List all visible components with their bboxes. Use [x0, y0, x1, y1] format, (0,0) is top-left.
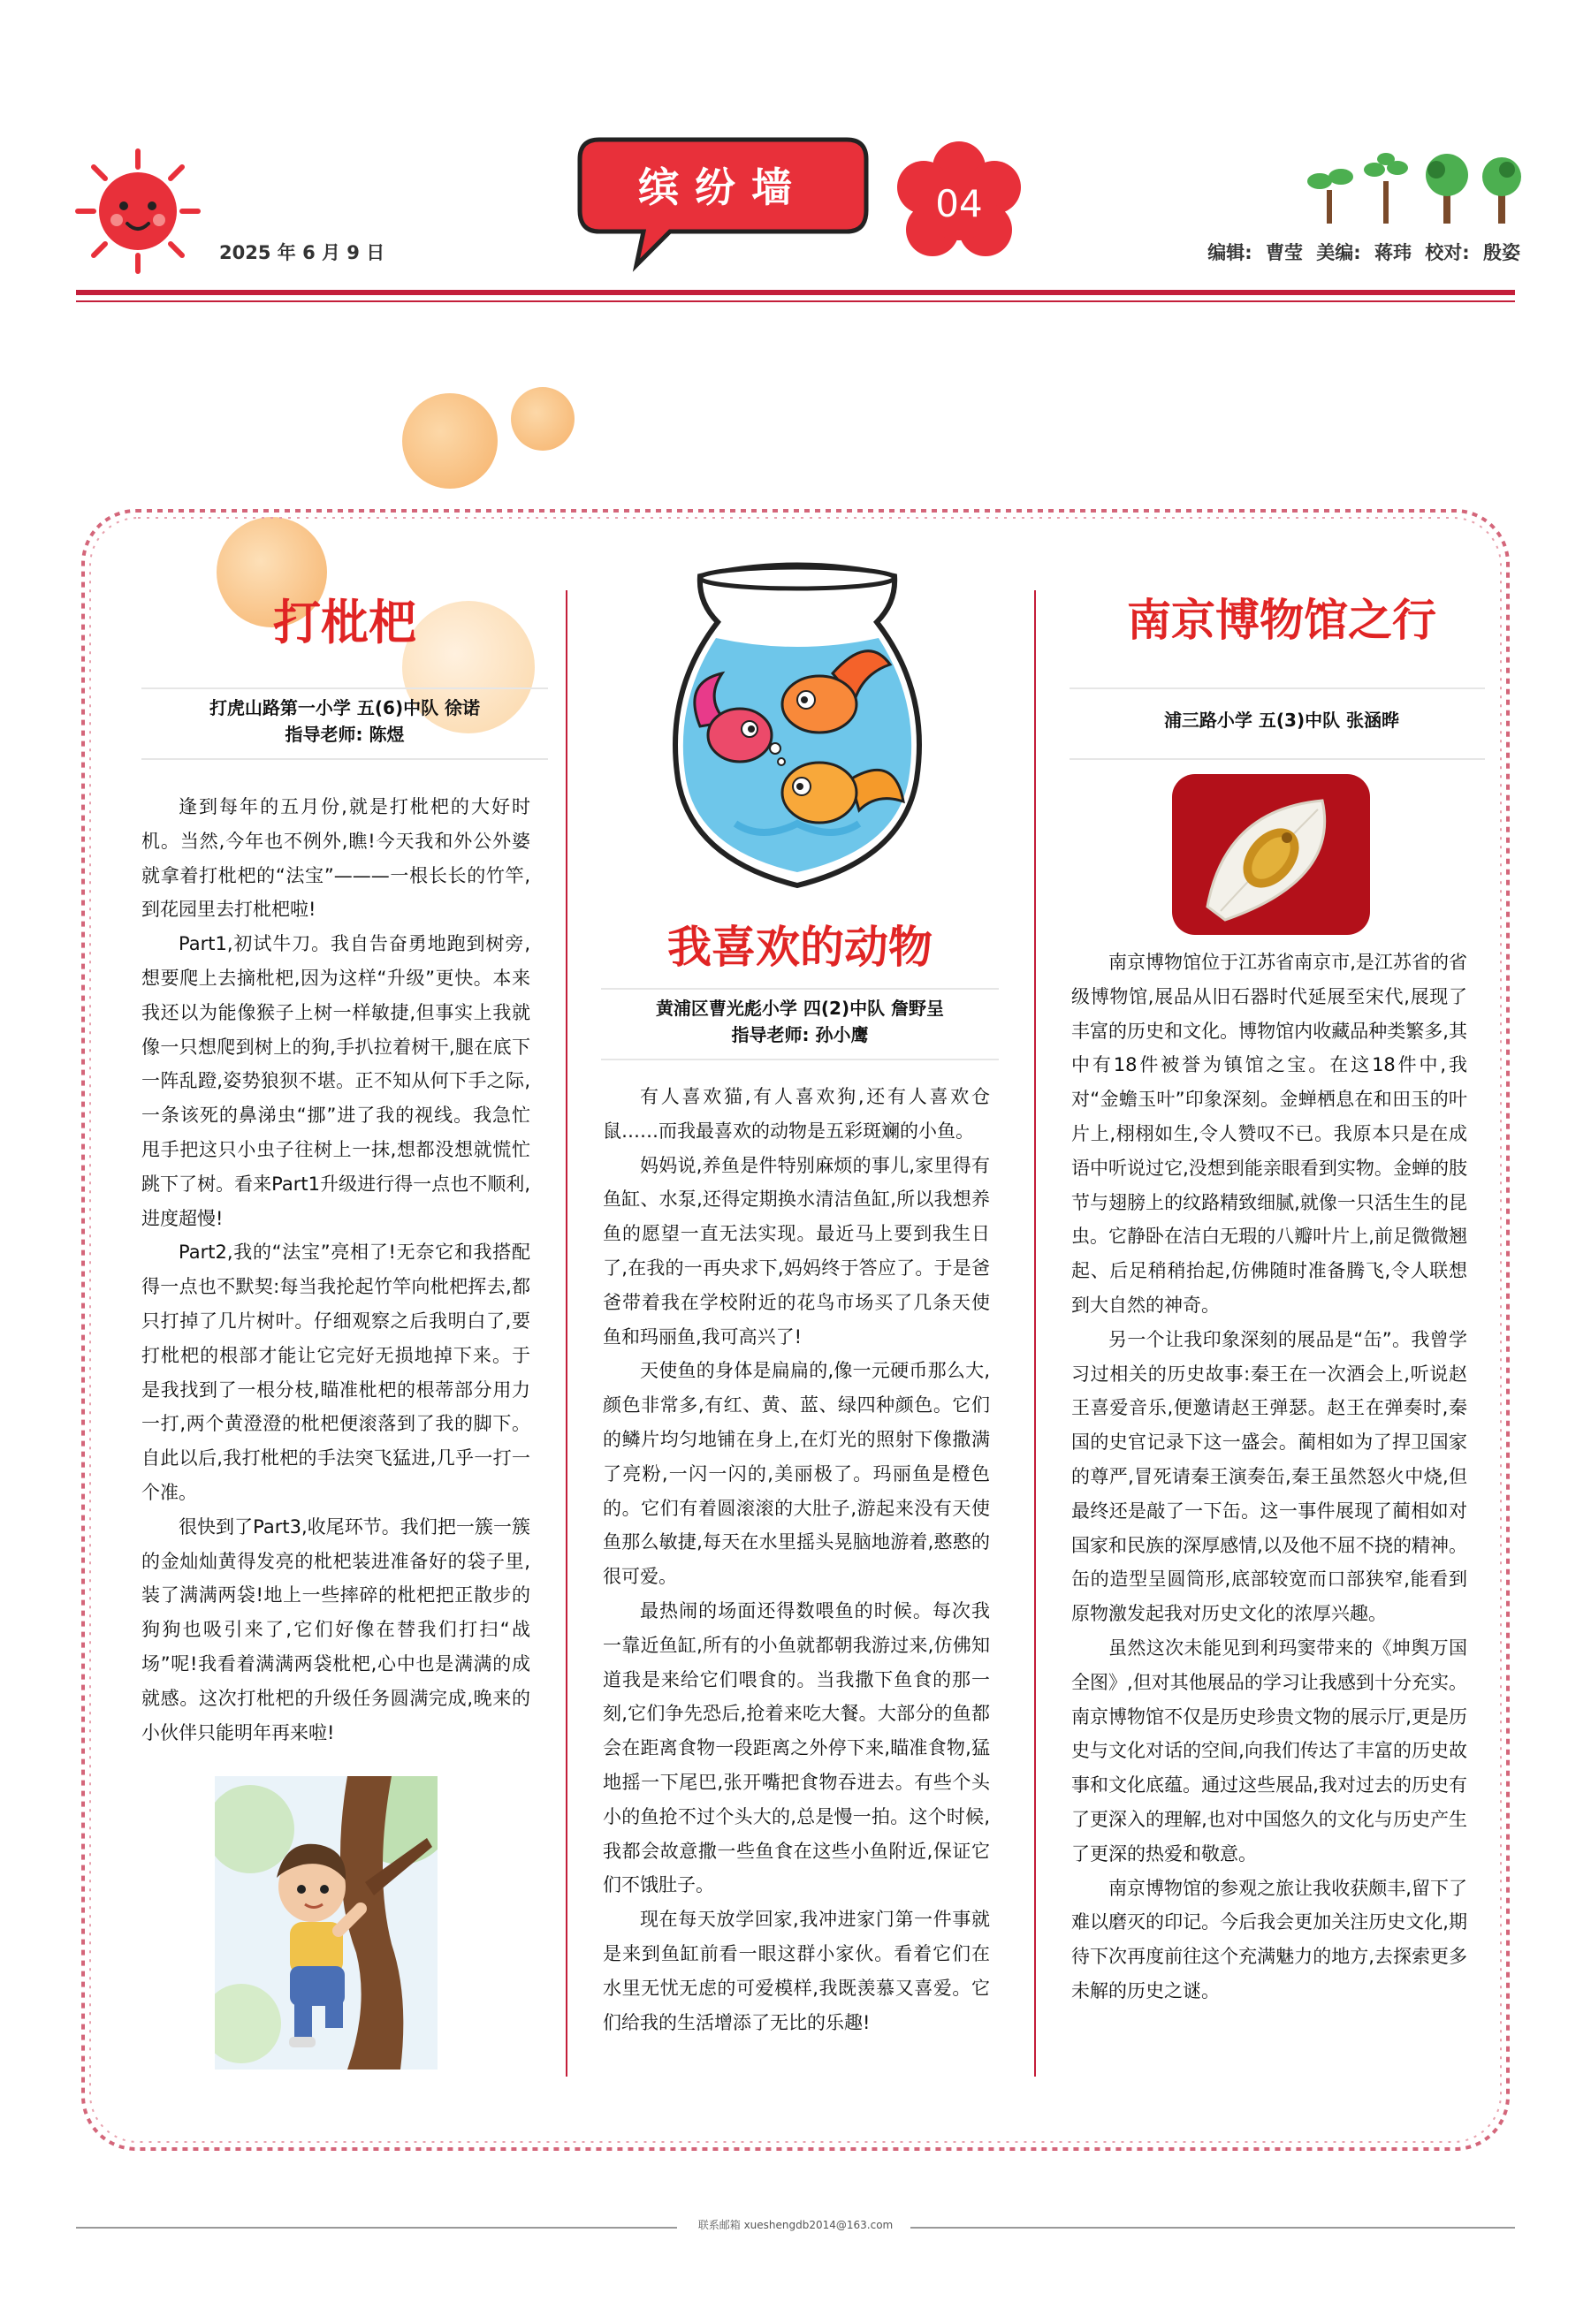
byline-rule [141, 758, 548, 760]
title-rule [141, 687, 548, 689]
trees-icon [1295, 150, 1534, 225]
author-line: 浦三路小学 五(3)中队 张涵晔 [1163, 710, 1400, 731]
paragraph: Part2,我的“法宝”亮相了!无奈它和我搭配得一点也不默契:每当我抡起竹竿向枇杷挥去,都只打掉了几片树叶。仔细观察之后我明白了,要打枇杷的根部才能让它完好无损地掉下来。于是我找到了一根分枝,瞄准枇杷的根蒂部分用力一打,两个黄澄澄的枇杷便滚落到了我的脚下。自此以后,我打枇杷的手法突飞猛进,几乎一打一个准。 [141, 1242, 530, 1503]
byline-rule [601, 1059, 999, 1060]
column-divider [1034, 590, 1036, 2077]
paragraph: 有人喜欢猫,有人喜欢狗,还有人喜欢仓鼠……而我最喜欢的动物是五彩斑斓的小鱼。 [603, 1086, 990, 1142]
sun-icon [72, 146, 203, 277]
issue-date: 2025 年 6 月 9 日 [219, 242, 385, 263]
page-number: 04 [935, 181, 983, 225]
paragraph: Part1,初试牛刀。我自告奋勇地跑到树旁,想要爬上去摘枇杷,因为这样“升级”更快。本来我还以为能像猴子上树一样敏捷,但事实上我就像一只想爬到树上的狗,手扒拉着树干,腿在底下一阵乱蹬,姿势狼狈不堪。正不知从何下手之际,一条该死的鼻涕虫“挪”进了我的视线。我急忙甩手把这只小虫子往树上一抹,想都没想就慌忙跳下了树。看来Part1升级进行得一点也不顺利,进度超慢! [141, 933, 530, 1229]
article-body-middle [603, 1080, 990, 2039]
author-line: 黄浦区曹光彪小学 四(2)中队 詹野呈 [655, 998, 945, 1019]
header-rule-thin [76, 300, 1515, 302]
teacher-line: 指导老师: 孙小鹰 [731, 1024, 869, 1045]
paragraph: 很快到了Part3,收尾环节。我们把一簇一簇的金灿灿黄得发亮的枇杷装进准备好的袋子里,装了满满两袋!地上一些摔碎的枇杷把正散步的狗狗也吸引来了,它们好像在替我们打扫“战场”呢!我看着满满两袋枇杷,心中也是满满的成就感。这次打枇杷的升级任务圆满完成,晚来的小伙伴只能明年再来啦! [141, 1515, 530, 1743]
title-rule [1070, 687, 1485, 689]
article-body-right [1071, 946, 1467, 2009]
paragraph: 天使鱼的身体是扁扁的,像一元硬币那么大,颜色非常多,有红、黄、蓝、绿四种颜色。它们的鳞片均匀地铺在身上,在灯光的照射下像撒满了亮粉,一闪一闪的,美丽极了。玛丽鱼是橙色的。它们有着圆滚滚的大肚子,游起来没有天使鱼那么敏捷,每天在水里摇头晃脑地游着,憨憨的很可爱。 [603, 1360, 990, 1588]
paragraph: 最热闹的场面还得数喂鱼的时候。每次我一靠近鱼缸,所有的小鱼就都朝我游过来,仿佛知道我是来给它们喂食的。当我撒下鱼食的那一刻,它们争先恐后,抢着来吃大餐。大部分的鱼都会在距离食物一段距离之外停下来,瞄准食物,猛地摇一下尾巴,张开嘴把食物吞进去。有些个头小的鱼抢不过个头大的,总是慢一拍。这个时候,我都会故意撒一些鱼食在这些小鱼附近,保证它们不饿肚子。 [603, 1599, 990, 1896]
column-divider [566, 590, 567, 2077]
article-byline-left [141, 695, 548, 748]
golden-cicada-jade-leaf-photo [1172, 774, 1370, 935]
footer-email: 联系邮箱 xueshengdb2014@163.com [697, 2219, 894, 2231]
editor-credits: 编辑: 曹莹 美编: 蒋玮 校对: 殷姿 [1207, 242, 1520, 263]
decor-circle [511, 387, 575, 451]
article-title-right: 南京博物馆之行 [1127, 595, 1436, 646]
article-byline-right [1061, 707, 1503, 733]
author-line: 打虎山路第一小学 五(6)中队 徐诺 [209, 697, 481, 718]
paragraph: 另一个让我印象深刻的展品是“缶”。我曾学习过相关的历史故事:秦王在一次酒会上,听说赵王喜爱音乐,便邀请赵王弹瑟。赵王在弹奏时,秦国的史官记录下这一盛会。蔺相如为了捍卫国家的尊严,冒死请秦王演奏缶,秦王虽然怒火中烧,但最终还是敲了一下缶。这一事件展现了蔺相如对国家和民族的深厚感情,以及他不屈不挠的精神。缶的造型呈圆筒形,底部较宽而口部狭窄,能看到原物激发起我对历史文化的浓厚兴趣。 [1071, 1328, 1467, 1625]
title-rule [601, 988, 999, 990]
boy-climbing-tree-illustration [215, 1776, 438, 2070]
paragraph: 现在每天放学回家,我冲进家门第一件事就是来到鱼缸前看一眼这群小家伙。看着它们在水里无忧无虑的可爱模样,我既羡慕又喜爱。它们给我的生活增添了无比的乐趣! [603, 1909, 990, 2033]
paragraph: 南京博物馆的参观之旅让我收获颇丰,留下了难以磨灭的印记。今后我会更加关注历史文化,期待下次再度前往这个充满魅力的地方,去探索更多未解的历史之谜。 [1071, 1877, 1467, 2001]
header-rule [76, 290, 1515, 295]
paragraph: 妈妈说,养鱼是件特别麻烦的事儿,家里得有鱼缸、水泵,还得定期换水清洁鱼缸,所以我想养鱼的愿望一直无法实现。最近马上要到我生日了,在我的一再央求下,妈妈终于答应了。于是爸爸带着我在学校附近的花鸟市场买了几条天使鱼和玛丽鱼,我可高兴了! [603, 1154, 990, 1348]
section-title: 缤纷墙 [638, 163, 808, 211]
paragraph: 南京博物馆位于江苏省南京市,是江苏省的省级博物馆,展品从旧石器时代延展至宋代,展现了丰富的历史和文化。博物馆内收藏品种类繁多,其中有18件被誉为镇馆之宝。在这18件中,我对“金蟾玉叶”印象深刻。金蝉栖息在和田玉的叶片上,栩栩如生,令人赞叹不已。我原本只是在成语中听说过它,没想到能亲眼看到实物。金蝉的肢节与翅膀上的纹路精致细腻,就像一只活生生的昆虫。它静卧在洁白无瑕的八瓣叶片上,前足微微翘起、后足稍稍抬起,仿佛随时准备腾飞,令人联想到大自然的神奇。 [1071, 952, 1467, 1316]
decor-circle [402, 393, 498, 489]
teacher-line: 指导老师: 陈煜 [285, 724, 405, 745]
byline-rule [1070, 758, 1485, 760]
goldfish-bowl-illustration [665, 558, 930, 899]
paragraph: 逢到每年的五月份,就是打枇杷的大好时机。当然,今年也不例外,瞧!今天我和外公外婆就拿着打枇杷的“法宝”———一根长长的竹竿,到花园里去打枇杷啦! [141, 796, 530, 921]
article-byline-middle [592, 995, 1008, 1048]
article-title-left: 打枇杷 [273, 595, 416, 650]
article-body-left [141, 790, 530, 1750]
article-title-middle: 我喜欢的动物 [667, 922, 933, 973]
paragraph: 虽然这次未能见到利玛窦带来的《坤舆万国全图》,但对其他展品的学习让我感到十分充实。南京博物馆不仅是历史珍贵文物的展示厅,更是历史与文化对话的空间,向我们传达了丰富的历史故事和文化底蕴。通过这些展品,我对过去的历史有了更深入的理解,也对中国悠久的文化与历史产生了更深的热爱和敬意。 [1071, 1637, 1467, 1865]
